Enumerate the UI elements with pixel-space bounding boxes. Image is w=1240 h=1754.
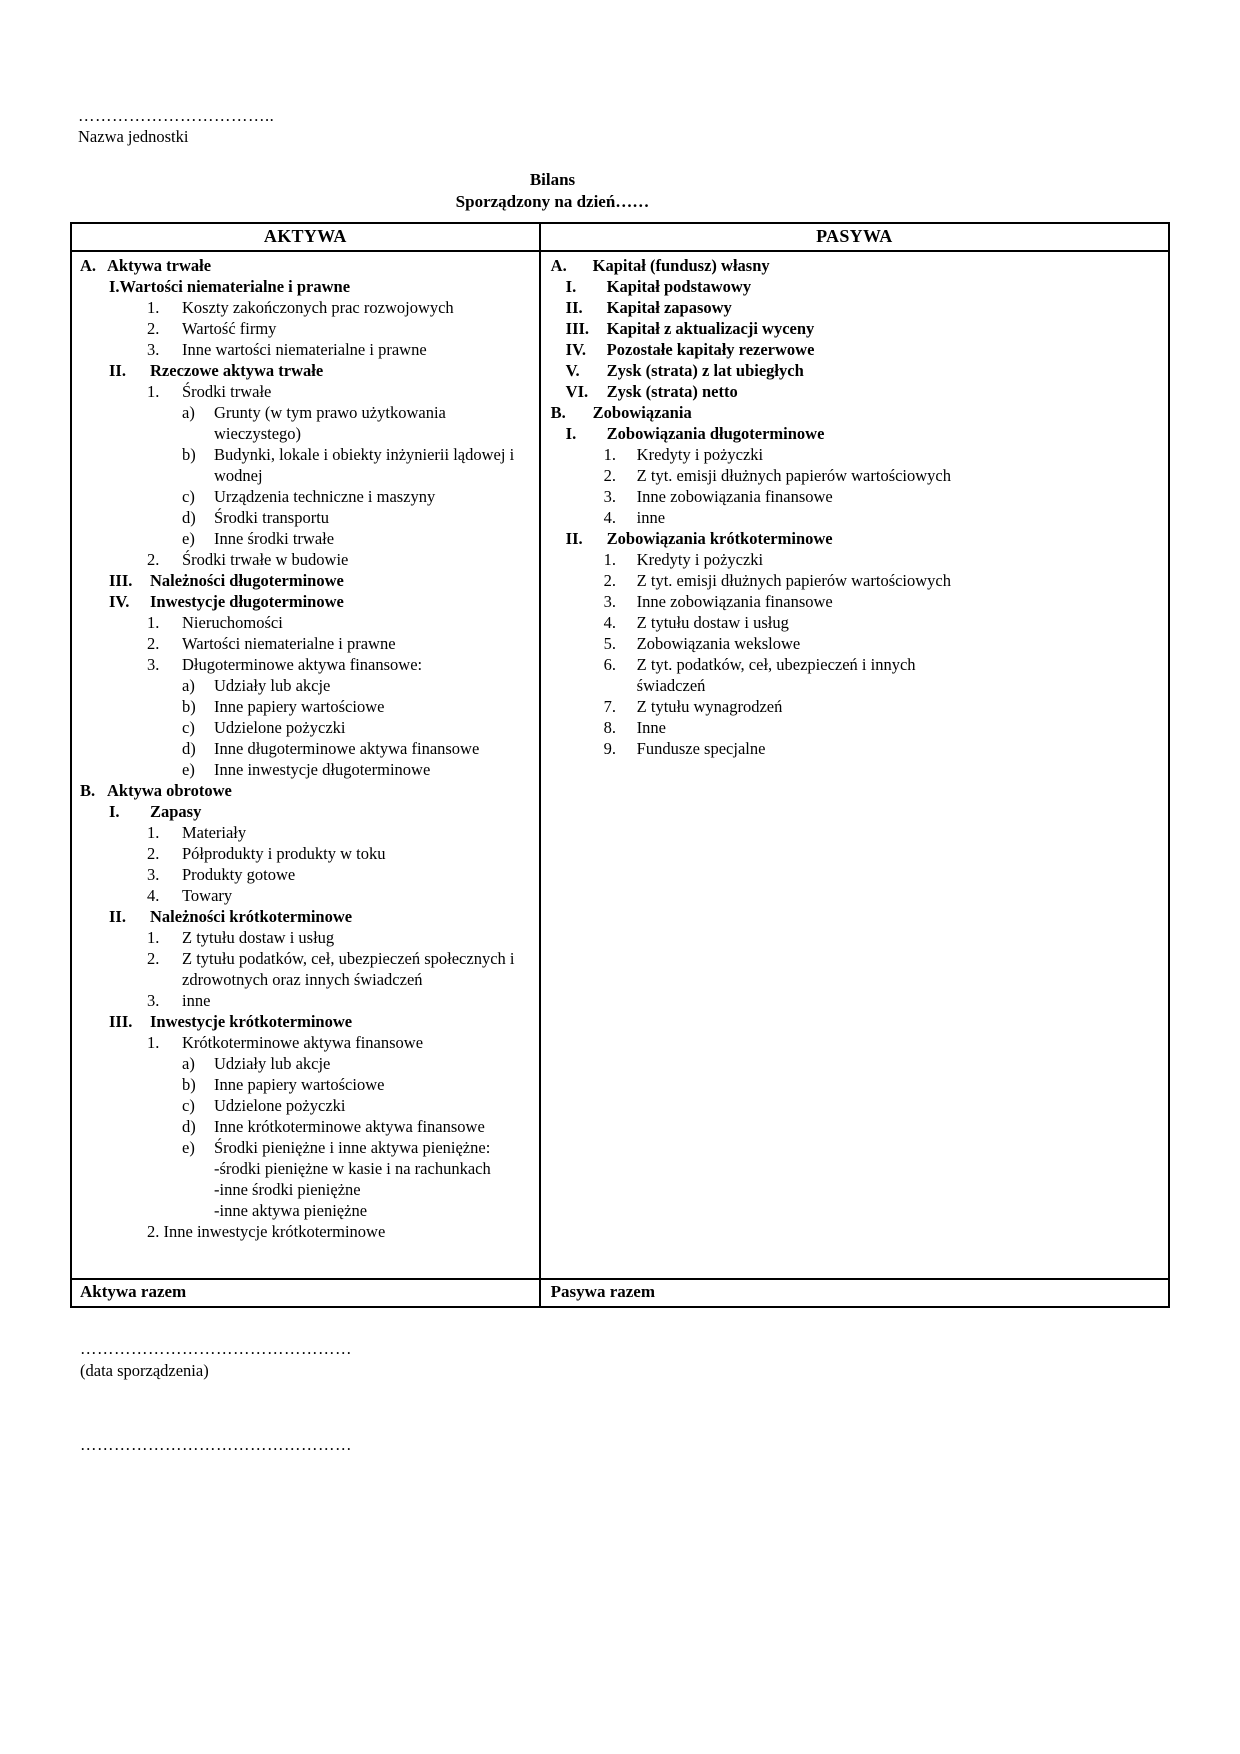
list-item-text: Z tytułu dostaw i usług bbox=[636, 613, 789, 632]
list-item bbox=[541, 528, 973, 549]
list-item-text: Inne długoterminowe aktywa finansowe bbox=[214, 739, 480, 758]
list-item-text: Grunty (w tym prawo użytkowania wieczystego) bbox=[214, 403, 446, 443]
list-item-marker: V. bbox=[565, 361, 580, 380]
list-item bbox=[72, 738, 533, 759]
list-item-marker: VI. bbox=[565, 382, 589, 401]
list-item-text: Aktywa trwałe bbox=[107, 256, 212, 275]
list-item bbox=[72, 864, 533, 885]
aktywa-total-label: Aktywa razem bbox=[71, 1279, 540, 1307]
list-item bbox=[72, 927, 533, 948]
list-item-marker: II. bbox=[109, 361, 126, 380]
list-item-marker: 4. bbox=[147, 886, 160, 905]
list-item-marker: c) bbox=[182, 487, 195, 506]
list-item-marker: 1. bbox=[147, 928, 160, 947]
list-item bbox=[72, 1032, 533, 1053]
list-item-marker: a) bbox=[182, 403, 195, 422]
list-item-marker: 7. bbox=[603, 697, 617, 716]
list-item bbox=[72, 843, 533, 864]
list-item-text: Udzielone pożyczki bbox=[214, 1096, 346, 1115]
list-item-marker: 3. bbox=[147, 340, 160, 359]
list-item-marker: 3. bbox=[603, 487, 617, 506]
list-item-text: Zobowiązania wekslowe bbox=[636, 634, 801, 653]
list-item-marker: B. bbox=[550, 403, 566, 422]
list-item-text: Kapitał z aktualizacji wyceny bbox=[606, 319, 815, 338]
list-item bbox=[541, 486, 973, 507]
list-item bbox=[72, 297, 533, 318]
list-item bbox=[72, 486, 533, 507]
document-title: Bilans bbox=[529, 170, 576, 189]
list-item-marker: A. bbox=[80, 256, 97, 275]
signature-dotted-line-2: ………………………………………… bbox=[80, 1435, 352, 1454]
list-item-text: Krótkoterminowe aktywa finansowe bbox=[182, 1033, 424, 1052]
list-item bbox=[72, 1200, 533, 1221]
list-item-text: Udziały lub akcje bbox=[214, 676, 331, 695]
list-item bbox=[72, 528, 533, 549]
list-item bbox=[72, 318, 533, 339]
list-item bbox=[541, 633, 973, 654]
list-item-marker: 2. bbox=[147, 634, 160, 653]
list-item bbox=[72, 360, 533, 381]
list-item-marker: I. bbox=[565, 424, 577, 443]
list-item bbox=[72, 591, 533, 612]
list-item-marker: III. bbox=[109, 571, 133, 590]
list-item-text: Zapasy bbox=[150, 802, 202, 821]
list-item bbox=[541, 444, 973, 465]
list-item-marker: b) bbox=[182, 1075, 196, 1094]
list-item-marker: a) bbox=[182, 676, 195, 695]
list-item bbox=[541, 465, 973, 486]
list-item bbox=[72, 759, 533, 780]
list-item-text: Materiały bbox=[182, 823, 247, 842]
aktywa-list bbox=[72, 255, 533, 1242]
pasywa-list bbox=[541, 255, 973, 759]
list-item-marker: 3. bbox=[147, 865, 160, 884]
list-item-marker: 4. bbox=[603, 508, 617, 527]
list-item-text: Z tytułu podatków, ceł, ubezpieczeń społecznych i zdrowotnych oraz innych świadczeń bbox=[182, 949, 515, 989]
list-item-text: Kredyty i pożyczki bbox=[636, 445, 764, 464]
list-item bbox=[541, 549, 973, 570]
list-item-text: Kapitał (fundusz) własny bbox=[592, 256, 770, 275]
list-item-text: Środki trwałe bbox=[182, 382, 272, 401]
list-item-text: Zysk (strata) z lat ubiegłych bbox=[606, 361, 804, 380]
list-item-marker bbox=[182, 1179, 214, 1200]
list-item-text: Z tyt. emisji dłużnych papierów wartościowych bbox=[636, 466, 952, 485]
list-item bbox=[541, 402, 973, 423]
list-item-marker: 1. bbox=[603, 445, 617, 464]
list-item bbox=[72, 1095, 533, 1116]
list-item-text: Inwestycje długoterminowe bbox=[150, 592, 344, 611]
list-item-text: Aktywa obrotowe bbox=[107, 781, 232, 800]
list-item-marker: 2. bbox=[147, 844, 160, 863]
list-item bbox=[72, 948, 533, 990]
list-item-text: Środki pieniężne i inne aktywa pieniężne: bbox=[214, 1138, 491, 1157]
list-item-marker bbox=[182, 1158, 214, 1179]
balance-sheet-table bbox=[70, 222, 1170, 1308]
list-item bbox=[541, 297, 973, 318]
signature-block bbox=[70, 1338, 1170, 1456]
list-item bbox=[541, 360, 973, 381]
list-item-marker: 9. bbox=[603, 739, 617, 758]
list-item bbox=[72, 801, 533, 822]
list-item-marker: 1. bbox=[147, 382, 160, 401]
list-item-text: Inne środki trwałe bbox=[214, 529, 335, 548]
list-item bbox=[72, 444, 533, 486]
list-item-text: Z tytułu wynagrodzeń bbox=[636, 697, 783, 716]
list-item bbox=[72, 1053, 533, 1074]
list-item-marker: 2. bbox=[147, 949, 160, 968]
list-item bbox=[72, 255, 533, 276]
list-item-text: Półprodukty i produkty w toku bbox=[182, 844, 386, 863]
list-item bbox=[541, 591, 973, 612]
list-item bbox=[541, 570, 973, 591]
list-item-text: Inne papiery wartościowe bbox=[214, 697, 385, 716]
list-item-marker: 3. bbox=[603, 592, 617, 611]
list-item bbox=[72, 1011, 533, 1032]
list-item-marker: 1. bbox=[147, 823, 160, 842]
list-item-text: Towary bbox=[182, 886, 233, 905]
list-item bbox=[72, 654, 533, 675]
list-item-marker: 2. bbox=[603, 466, 617, 485]
list-item bbox=[541, 423, 973, 444]
list-item bbox=[541, 654, 973, 696]
list-item-text: Kredyty i pożyczki bbox=[636, 550, 764, 569]
list-item-marker: I. bbox=[565, 277, 577, 296]
list-item-text: Budynki, lokale i obiekty inżynierii lądowej i wodnej bbox=[214, 445, 515, 485]
list-item-marker: b) bbox=[182, 445, 196, 464]
list-item bbox=[541, 738, 973, 759]
unit-name-block bbox=[70, 105, 1170, 147]
list-item bbox=[72, 906, 533, 927]
list-item-text: Zobowiązania krótkoterminowe bbox=[606, 529, 833, 548]
list-item-text: Należności krótkoterminowe bbox=[150, 907, 353, 926]
list-item-marker: d) bbox=[182, 1117, 196, 1136]
list-item-marker: 6. bbox=[603, 655, 617, 674]
list-item-marker: IV. bbox=[565, 340, 587, 359]
list-item-marker: 1. bbox=[147, 298, 160, 317]
list-item bbox=[72, 507, 533, 528]
list-item bbox=[72, 549, 533, 570]
list-item bbox=[541, 717, 973, 738]
list-item-marker: e) bbox=[182, 1138, 195, 1157]
list-item-marker: e) bbox=[182, 760, 195, 779]
list-item-text: Pozostałe kapitały rezerwowe bbox=[606, 340, 815, 359]
list-item-marker: II. bbox=[565, 529, 583, 548]
list-item-marker: 1. bbox=[147, 1033, 160, 1052]
title-block bbox=[70, 169, 1035, 213]
list-item-text: Rzeczowe aktywa trwałe bbox=[150, 361, 324, 380]
list-item-text: Z tyt. podatków, ceł, ubezpieczeń i innych świadczeń bbox=[636, 655, 916, 695]
list-item-text: Należności długoterminowe bbox=[150, 571, 344, 590]
list-item bbox=[541, 255, 973, 276]
list-item-text: Środki trwałe w budowie bbox=[182, 550, 349, 569]
pasywa-total-label: Pasywa razem bbox=[540, 1279, 1169, 1307]
list-item-text: Inne bbox=[636, 718, 666, 737]
list-item-text: -inne aktywa pieniężne bbox=[214, 1201, 368, 1220]
pasywa-column-header: PASYWA bbox=[540, 223, 1169, 251]
list-item-marker: 2. bbox=[147, 550, 160, 569]
list-item-text: Nieruchomości bbox=[182, 613, 283, 632]
document-subtitle: Sporządzony na dzień…… bbox=[455, 192, 650, 211]
list-item bbox=[72, 675, 533, 696]
list-item-text: Kapitał zapasowy bbox=[606, 298, 732, 317]
list-item bbox=[72, 1074, 533, 1095]
list-item bbox=[72, 696, 533, 717]
table-footer-row bbox=[71, 1279, 1169, 1307]
list-item-marker: 2. bbox=[147, 319, 160, 338]
aktywa-column-header: AKTYWA bbox=[71, 223, 540, 251]
list-item bbox=[541, 612, 973, 633]
list-item bbox=[72, 822, 533, 843]
list-item-text: Inne wartości niematerialne i prawne bbox=[182, 340, 427, 359]
list-item-text: Zysk (strata) netto bbox=[606, 382, 738, 401]
list-item bbox=[72, 276, 533, 297]
list-item-text: Inwestycje krótkoterminowe bbox=[150, 1012, 353, 1031]
list-item-text: Urządzenia techniczne i maszyny bbox=[214, 487, 436, 506]
list-item-marker: 1. bbox=[147, 613, 160, 632]
list-item bbox=[72, 1137, 533, 1158]
list-item-text: Z tyt. emisji dłużnych papierów wartościowych bbox=[636, 571, 952, 590]
list-item-text: inne bbox=[182, 991, 211, 1010]
list-item-marker: B. bbox=[80, 781, 96, 800]
list-item-marker: IV. bbox=[109, 592, 130, 611]
list-item-marker: 4. bbox=[603, 613, 617, 632]
list-item-text: Fundusze specjalne bbox=[636, 739, 766, 758]
list-item-text: Zobowiązania długoterminowe bbox=[606, 424, 825, 443]
list-item bbox=[72, 990, 533, 1011]
list-item-text: Inne krótkoterminowe aktywa finansowe bbox=[214, 1117, 485, 1136]
list-item bbox=[72, 1116, 533, 1137]
table-header-row bbox=[71, 223, 1169, 251]
list-item bbox=[72, 339, 533, 360]
list-item-text: I.Wartości niematerialne i prawne bbox=[109, 277, 351, 296]
list-item-marker: I. bbox=[109, 802, 120, 821]
list-item-marker: III. bbox=[109, 1012, 133, 1031]
unit-name-dotted-line: …………………………….. bbox=[78, 106, 275, 125]
list-item bbox=[541, 339, 973, 360]
list-item-text: Inne zobowiązania finansowe bbox=[636, 592, 833, 611]
list-item bbox=[72, 780, 533, 801]
list-item-text: Koszty zakończonych prac rozwojowych bbox=[182, 298, 454, 317]
list-item-marker: 3. bbox=[147, 991, 160, 1010]
list-item-text: Wartość firmy bbox=[182, 319, 277, 338]
list-item-text: Produkty gotowe bbox=[182, 865, 296, 884]
list-item-text: Udzielone pożyczki bbox=[214, 718, 346, 737]
pasywa-cell bbox=[540, 251, 1169, 1279]
list-item bbox=[72, 402, 533, 444]
list-item bbox=[541, 381, 973, 402]
list-item-text: Długoterminowe aktywa finansowe: bbox=[182, 655, 423, 674]
list-item-marker: c) bbox=[182, 1096, 195, 1115]
list-item-text: Zobowiązania bbox=[592, 403, 692, 422]
list-item-marker: II. bbox=[109, 907, 126, 926]
list-item-text: Inne papiery wartościowe bbox=[214, 1075, 385, 1094]
list-item-marker: 1. bbox=[603, 550, 617, 569]
list-item bbox=[72, 1221, 533, 1242]
list-item-text: Wartości niematerialne i prawne bbox=[182, 634, 396, 653]
list-item-marker bbox=[182, 1200, 214, 1221]
list-item-marker: 5. bbox=[603, 634, 617, 653]
list-item bbox=[541, 276, 973, 297]
list-item-marker: II. bbox=[565, 298, 583, 317]
list-item-marker: b) bbox=[182, 697, 196, 716]
list-item-text: Udziały lub akcje bbox=[214, 1054, 331, 1073]
list-item-marker: III. bbox=[565, 319, 590, 338]
list-item bbox=[541, 318, 973, 339]
list-item bbox=[72, 1179, 533, 1200]
list-item bbox=[72, 633, 533, 654]
list-item-marker: 3. bbox=[147, 655, 160, 674]
list-item bbox=[541, 507, 973, 528]
list-item bbox=[541, 696, 973, 717]
list-item bbox=[72, 612, 533, 633]
list-item-text: -inne środki pieniężne bbox=[214, 1180, 361, 1199]
unit-name-label: Nazwa jednostki bbox=[78, 127, 189, 146]
list-item-marker: 2. bbox=[603, 571, 617, 590]
list-item-marker: a) bbox=[182, 1054, 195, 1073]
list-item bbox=[72, 570, 533, 591]
list-item-text: Inne zobowiązania finansowe bbox=[636, 487, 833, 506]
table-body-row bbox=[71, 251, 1169, 1279]
list-item bbox=[72, 381, 533, 402]
list-item bbox=[72, 717, 533, 738]
list-item-text: Z tytułu dostaw i usług bbox=[182, 928, 335, 947]
signature-dotted-line-1: ………………………………………… bbox=[80, 1339, 352, 1358]
list-item-text: 2. Inne inwestycje krótkoterminowe bbox=[147, 1222, 386, 1241]
list-item-marker: d) bbox=[182, 508, 196, 527]
list-item-text: -środki pieniężne w kasie i na rachunkach bbox=[214, 1159, 491, 1178]
list-item-marker: c) bbox=[182, 718, 195, 737]
list-item bbox=[72, 1158, 533, 1179]
list-item-text: Środki transportu bbox=[214, 508, 330, 527]
list-item-text: Kapitał podstawowy bbox=[606, 277, 752, 296]
list-item bbox=[72, 885, 533, 906]
list-item-marker: d) bbox=[182, 739, 196, 758]
list-item-text: Inne inwestycje długoterminowe bbox=[214, 760, 431, 779]
list-item-text: inne bbox=[636, 508, 666, 527]
list-item-marker: 8. bbox=[603, 718, 617, 737]
aktywa-cell bbox=[71, 251, 540, 1279]
date-prepared-label: (data sporządzenia) bbox=[80, 1361, 209, 1380]
list-item-marker: e) bbox=[182, 529, 195, 548]
list-item-marker: A. bbox=[550, 256, 567, 275]
